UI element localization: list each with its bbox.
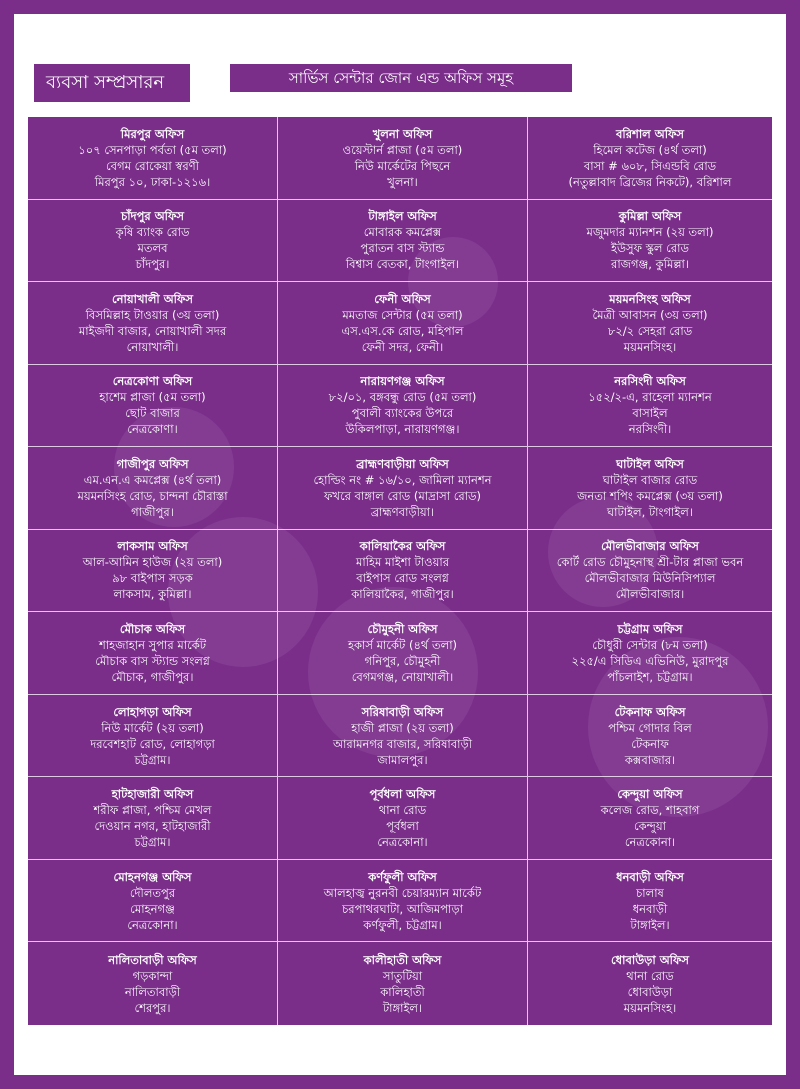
office-address-line: উকিলপাড়া, নারায়ণগঞ্জ। (345, 422, 460, 437)
office-address-line: ৮২/২ সেহরা রোড (607, 323, 693, 338)
office-cell (278, 447, 528, 530)
office-address-line: মৌলভীবাজার। (615, 587, 685, 602)
office-address-line: কালিয়াকৈর, গাজীপুর। (351, 587, 454, 602)
office-name: ফেনী অফিস (374, 291, 431, 306)
office-address-line: এস.এস.কে রোড, মহিপাল (341, 323, 464, 338)
office-address-line: থানা রোড (378, 803, 427, 818)
office-address-line: নেত্রকোণা। (127, 422, 178, 437)
office-address-line: ১০৭ সেনপাড়া পর্বতা (৫ম তলা) (78, 142, 227, 157)
office-name: টাঙ্গাইল অফিস (368, 209, 437, 224)
office-address-line: কর্ণফুলী, চট্টগ্রাম। (363, 917, 442, 932)
office-address-line: মৌচাক বাস স্ট্যান্ড সংলগ্ন (95, 654, 210, 669)
office-name: নালিতাবাড়ী অফিস (108, 952, 197, 967)
office-name: পূর্বধলা অফিস (369, 787, 436, 802)
office-name: কালিয়াকৈর অফিস (359, 539, 446, 554)
office-cell (28, 942, 278, 1025)
office-address-line: দৌলতপুর (129, 885, 176, 900)
office-cells (28, 117, 772, 1025)
office-address-line: নিউ মার্কেটের পিছনে (354, 158, 451, 173)
office-address-line: নেত্রকোনা। (624, 835, 676, 850)
office-address-line: বেগমগঞ্জ, নোয়াখালী। (351, 670, 454, 685)
office-cell (528, 942, 772, 1025)
office-cell (28, 530, 278, 613)
office-cell (528, 860, 772, 943)
office-cell (278, 530, 528, 613)
office-address-line: পুরাতন বাস স্ট্যান্ড (360, 241, 445, 256)
office-name: লাকসাম অফিস (117, 539, 188, 554)
office-name: টেকনাফ অফিস (614, 704, 686, 719)
office-cell (528, 447, 772, 530)
office-address-line: শাহজাহান সুপার মার্কেট (98, 638, 207, 653)
office-address-line: ছোট বাজার (125, 406, 180, 421)
office-cell (528, 117, 772, 200)
office-address-line: (নতুল্লাবাদ ব্রিজের নিকটে), বরিশাল (568, 174, 732, 189)
page-panel (14, 14, 786, 1075)
office-address-line: মোবারক কমপ্লেক্স (363, 225, 442, 240)
page-title: সার্ভিস সেন্টার জোন এন্ড অফিস সমূহ (230, 64, 572, 92)
office-cell (528, 777, 772, 860)
office-cell (28, 860, 278, 943)
office-name: মৌলভীবাজার অফিস (601, 539, 699, 554)
office-cell (528, 200, 772, 283)
office-address-line: বাসাইল (632, 406, 668, 421)
office-address-line: মৈত্রী আবাসন (৩য় তলা) (592, 307, 708, 322)
office-cell (278, 777, 528, 860)
office-name: বরিশাল অফিস (616, 126, 684, 141)
office-address-line: কক্সবাজার। (624, 752, 676, 767)
office-address-line: বাসা # ৬০৮, সিএন্ডবি রোড (583, 158, 717, 173)
office-address-line: মিরপুর ১০, ঢাকা-১২১৬। (94, 174, 211, 189)
office-address-line: মৌচাক, গাজীপুর। (111, 670, 194, 685)
office-name: মৌচাক অফিস (119, 622, 186, 637)
office-name: নোয়াখালী অফিস (112, 291, 193, 306)
office-name: কেন্দুয়া অফিস (617, 787, 683, 802)
office-name: হাটহাজারী অফিস (111, 787, 194, 802)
office-address-line: বিশ্বাস বেতকা, টাংগাইল। (345, 257, 460, 272)
office-address-line: চরপাথরঘাটা, আজিমপাড়া (342, 901, 463, 916)
office-name: কর্ণফুলী অফিস (368, 869, 437, 884)
office-cell (28, 365, 278, 448)
office-address-line: থানা রোড (626, 968, 674, 983)
office-address-line: কোর্ট রোড চৌমুহনাস্থ শ্রী-টার প্লাজা ভবন (556, 555, 744, 570)
office-cell (28, 200, 278, 283)
office-name: লোহাগড়া অফিস (113, 704, 192, 719)
office-cell (528, 695, 772, 778)
office-address-line: মোহনগঞ্জ (130, 901, 175, 916)
office-name: গাজীপুর অফিস (116, 456, 189, 471)
office-name: ব্রাহ্মণবাড়ীয়া অফিস (356, 456, 449, 471)
office-address-line: ধোবাউড়া (627, 984, 673, 999)
office-cell (528, 612, 772, 695)
office-address-line: টেকনাফ (631, 736, 669, 751)
office-address-line: ১৫২/২-এ, রাহেলা ম্যানশন (588, 390, 712, 405)
office-name: নরসিংদী অফিস (614, 374, 686, 389)
office-cell (528, 282, 772, 365)
office-address-line: পুবালী ব্যাংকের উপরে (351, 406, 454, 421)
office-address-line: নরসিংদী। (628, 422, 672, 437)
office-cell (28, 447, 278, 530)
office-address-line: হাশেম প্লাজা (৫ম তলা) (99, 390, 206, 405)
office-name: নেত্রকোণা অফিস (112, 374, 193, 389)
office-name: খুলনা অফিস (372, 126, 433, 141)
office-address-line: বেগম রোকেয়া স্বরণী (106, 158, 199, 173)
office-address-line: চট্টগ্রাম। (134, 835, 171, 850)
office-address-line: চালাষ (636, 885, 664, 900)
office-address-line: ধনবাড়ী (632, 901, 668, 916)
office-address-line: মৌলভীবাজার মিউনিসিপ্যাল (584, 571, 716, 586)
office-name: চৌমুহনী অফিস (367, 622, 438, 637)
office-address-line: মমতাজ সেন্টার (৫ম তলা) (342, 307, 463, 322)
office-cell (528, 365, 772, 448)
office-address-line: হিমেল কটেজ (৪র্থ তলা) (593, 142, 707, 157)
office-address-line: নেত্রকোনা। (377, 835, 428, 850)
office-address-line: মাহিম মাইশা টাওয়ার (355, 555, 450, 570)
office-address-line: টাঙ্গাইল। (630, 917, 670, 932)
office-cell (28, 282, 278, 365)
office-address-line: ইউসুফ স্কুল রোড (611, 241, 689, 256)
office-address-line: নিউ মার্কেট (২য় তলা) (101, 720, 204, 735)
office-address-line: পশ্চিম গোদার বিল (608, 720, 692, 735)
office-address-line: কৃষি ব্যাংক রোড (115, 225, 190, 240)
office-name: চাঁদপুর অফিস (121, 209, 184, 224)
office-address-line: জনতা শপিং কমপ্লেক্স (৩য় তলা) (577, 488, 723, 503)
office-name: ধনবাড়ী অফিস (616, 869, 684, 884)
office-cell (278, 365, 528, 448)
office-address-line: গাজীপুর। (131, 504, 174, 519)
office-cell (278, 860, 528, 943)
office-grid (28, 117, 772, 1025)
office-name: ধোবাউড়া অফিস (611, 952, 689, 967)
office-address-line: হকার্স মার্কেট (৪র্থ তলা) (347, 638, 458, 653)
office-address-line: ঘাটাইল, টাংগাইল। (607, 504, 693, 519)
office-address-line: ময়মনসিংহ। (623, 1000, 677, 1015)
office-address-line: চট্টগ্রাম। (134, 752, 171, 767)
office-address-line: ৮২/০১, বঙ্গবন্ধু রোড (৫ম তলা) (328, 390, 477, 405)
office-cell (278, 200, 528, 283)
office-address-line: আলহাজ্ব নুরনবী চেয়ারম্যান মার্কেট (323, 885, 482, 900)
office-address-line: এম.এন.এ কমপ্লেক্স (৪র্থ তলা) (83, 472, 222, 487)
office-address-line: কলেজ রোড, শাহবাগ (600, 803, 700, 818)
office-address-line: নেত্রকোনা। (127, 917, 178, 932)
office-address-line: মজুমদার ম্যানশন (২য় তলা) (586, 225, 714, 240)
office-address-line: ময়মনসিংহ। (623, 339, 677, 354)
office-cell (528, 530, 772, 613)
office-cell (278, 942, 528, 1025)
office-cell (278, 612, 528, 695)
office-name: কালীহাতী অফিস (363, 952, 442, 967)
office-address-line: বাইপাস রোড সংলগ্ন (356, 571, 449, 586)
office-address-line: পূর্বধলা (386, 819, 419, 834)
office-address-line: রাজগঞ্জ, কুমিল্লা। (611, 257, 689, 272)
office-address-line: মাইজদী বাজার, নোয়াখালী সদর (78, 323, 227, 338)
office-address-line: ফেনী সদর, ফেনী। (361, 339, 444, 354)
office-name: ঘাটাইল অফিস (616, 456, 684, 471)
office-address-line: গড়কান্দা (132, 968, 173, 983)
office-address-line: শরীফ প্লাজা, পশ্চিম মেখল (93, 803, 212, 818)
office-address-line: জামালপুর। (377, 752, 428, 767)
office-cell (28, 117, 278, 200)
office-address-line: ময়মনসিংহ রোড, চান্দনা চৌরাস্তা (77, 488, 228, 503)
office-name: মোহনগঞ্জ অফিস (113, 869, 192, 884)
office-address-line: আল-আমিন হাউজ (২য় তলা) (82, 555, 223, 570)
office-address-line: ৯৮ বাইপাস সড়ক (112, 571, 193, 586)
office-address-line: আরামনগর বাজার, সরিষাবাড়ী (333, 736, 472, 751)
office-address-line: সাতুটিয়া (382, 968, 423, 983)
office-address-line: মতলব (137, 241, 168, 256)
office-name: কুমিল্লা অফিস (618, 209, 682, 224)
office-address-line: দরবেশহাট রোড, লোহাগড়া (90, 736, 215, 751)
office-name: মিরপুর অফিস (120, 126, 185, 141)
office-address-line: দেওয়ান নগর, হাটহাজারী (94, 819, 211, 834)
office-name: চট্টগ্রাম অফিস (617, 622, 683, 637)
office-address-line: বিসমিল্লাহ টাওয়ার (৩য় তলা) (85, 307, 220, 322)
office-address-line: লাকসাম, কুমিল্লা। (113, 587, 192, 602)
office-address-line: নোয়াখালী। (126, 339, 179, 354)
office-address-line: ওয়েস্টার্ন প্লাজা (৫ম তলা) (342, 142, 463, 157)
office-address-line: নালিতাবাড়ী (124, 984, 181, 999)
office-cell (278, 282, 528, 365)
office-address-line: টাঙ্গাইল। (382, 1000, 423, 1015)
office-address-line: চাঁদপুর। (135, 257, 170, 272)
office-address-line: ফখরে বাঙ্গাল রোড (মাদ্রাসা রোড) (324, 488, 481, 503)
office-cell (28, 612, 278, 695)
office-name: নারায়ণগঞ্জ অফিস (360, 374, 445, 389)
office-cell (28, 695, 278, 778)
office-address-line: চৌধুরী সেন্টার (৮ম তলা) (592, 638, 708, 653)
office-address-line: হাজী প্লাজা (২য় তলা) (351, 720, 454, 735)
office-address-line: ২২৫/এ সিডিএ এভিনিউ, মুরাদপুর (571, 654, 729, 669)
office-address-line: শেরপুর। (134, 1000, 171, 1015)
office-cell (278, 695, 528, 778)
section-label: ব্যবসা সম্প্রসারন (34, 64, 190, 102)
office-address-line: ব্রাহ্মণবাড়ীয়া। (370, 504, 435, 519)
office-cell (278, 117, 528, 200)
office-address-line: কালিহাতী (380, 984, 425, 999)
office-address-line: ঘাটাইল বাজার রোড (602, 472, 698, 487)
office-address-line: হোল্ডিং নং # ১৬/১০, জামিলা ম্যানশন (313, 472, 492, 487)
office-address-line: গনিপুর, চৌমুহনী (364, 654, 441, 669)
office-address-line: খুলনা। (387, 174, 418, 189)
office-address-line: পাঁচলাইশ, চট্টগ্রাম। (607, 670, 693, 685)
office-name: সরিষাবাড়ী অফিস (361, 704, 444, 719)
office-name: ময়মনসিংহ অফিস (609, 291, 691, 306)
office-cell (28, 777, 278, 860)
office-address-line: কেন্দুয়া (633, 819, 667, 834)
